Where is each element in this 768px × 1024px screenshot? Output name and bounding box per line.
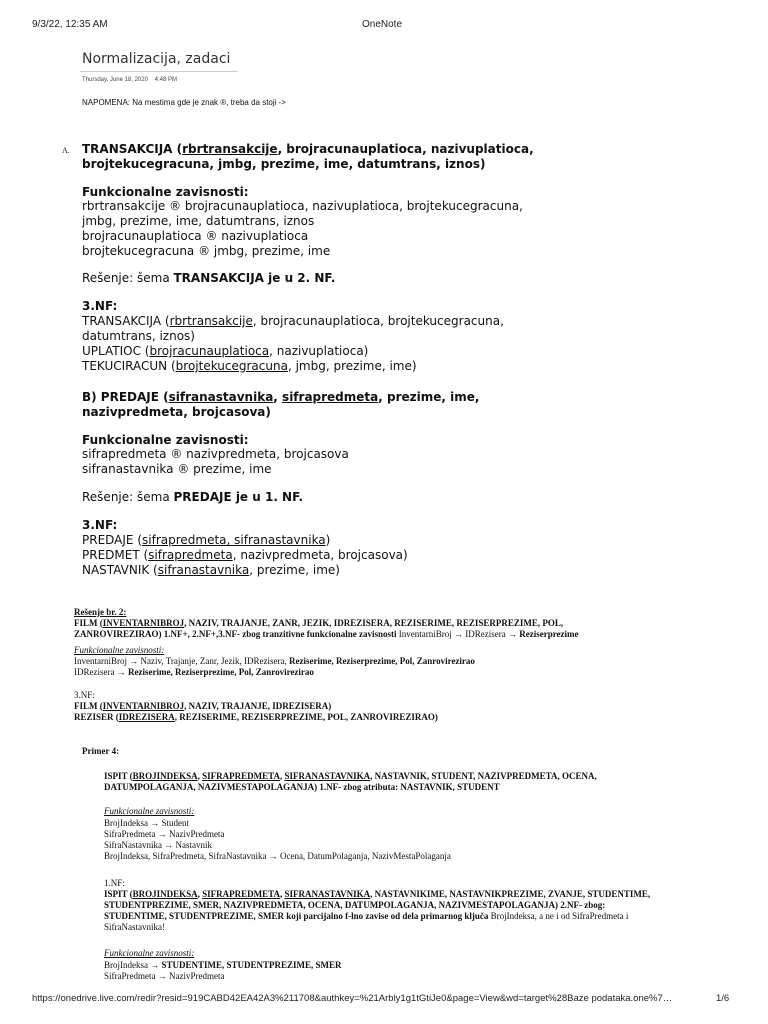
fz-lhs: InventarniBroj → Naziv, Trajanje, Zanr, Jezik, IDRezisera,: [74, 656, 289, 666]
relation-attrs: , nazivpredmeta, brojcasova): [232, 548, 408, 562]
primary-key: SIFRAPREDMETA: [202, 889, 280, 899]
section-a-fz-list: [82, 199, 523, 259]
fz-line: SifraPredmeta → NazivPredmeta: [104, 971, 225, 981]
relation-attrs: ): [325, 533, 331, 547]
section-b-nf-list: [82, 533, 408, 578]
relation-attrs: , REZISERIME, REZISERPREZIME, POL, ZANROVIREZIRAO): [174, 712, 438, 722]
primer4-title: Primer 4:: [82, 746, 120, 756]
title-underline: [80, 71, 238, 72]
fz-rhs: Reziserime, Reziserprezime, Pol, Zanrovirezirao: [127, 667, 314, 677]
section-a-marker: A.: [62, 146, 70, 155]
relation-attrs-line2: DATUMPOLAGANJA, NAZIVMESTAPOLAGANJA) 1.NF- zbog atributa: NASTAVNIK, STUDENT: [104, 782, 500, 792]
fz-line: jmbg, prezime, ime, datumtrans, iznos: [82, 214, 315, 228]
section-a-result: [82, 271, 335, 286]
print-timestamp: 9/3/22, 12:35 AM: [32, 19, 108, 30]
relation-name: REZISER (: [74, 712, 119, 722]
section-a-fz-title: Funkcionalne zavisnosti:: [82, 185, 249, 199]
heading-name: B) PREDAJE (: [82, 390, 169, 404]
primary-key: rbrtransakcije: [169, 314, 253, 328]
relation-name: UPLATIOC (: [82, 344, 150, 358]
relation-attrs: , NASTAVNIK, STUDENT, NAZIVPREDMETA, OCENA,: [370, 771, 597, 781]
heading-line2: nazivpredmeta, brojcasova): [82, 405, 271, 419]
page-number: 1/6: [716, 993, 730, 1004]
fz-line: brojtekucegracuna ® jmbg, prezime, ime: [82, 244, 331, 258]
app-name: OneNote: [362, 19, 403, 30]
page-time: 4:48 PM: [154, 77, 177, 83]
explanation-end: SifraNastavnika!: [104, 922, 165, 932]
solution2-nf-list: [74, 701, 438, 723]
fz-lhs: IDRezisera →: [74, 667, 128, 677]
primary-key: sifrapredmeta, sifranastavnika: [142, 533, 326, 547]
primer4-fz2-title: Funkcionalne zavisnosti:: [104, 948, 195, 958]
relation-name: NASTAVNIK (: [82, 563, 158, 577]
relation-name: PREDMET (: [82, 548, 149, 562]
solution2-fz-list: [74, 656, 475, 678]
solution2-title: Rešenje br. 2:: [74, 607, 127, 617]
relation-attrs: , NAZIV, TRAJANJE, IDREZISERA): [184, 701, 332, 711]
relation-attrs: , NAZIV, TRAJANJE, ZANR, JEZIK, IDREZISERA, REZISERIME, REZISERPREZIME, POL,: [184, 618, 564, 628]
section-b-heading: [82, 390, 479, 420]
relation-attrs-line2: STUDENTPREZIME, SMER, NAZIVPREDMETA, OCENA, DATUMPOLAGANJA, NAZIVMESTAPOLAGANJA) 2.NF- zbog:: [104, 900, 606, 910]
relation-attrs: ZANROVIREZIRAO) 1.NF+, 2.NF+,3.NF- zbog tranzitivne funkcionalne zavisnosti: [74, 629, 399, 639]
page-date: Thursday, June 18, 2020: [82, 77, 148, 83]
dependency-target: Reziserprezime: [519, 629, 579, 639]
relation-name: PREDAJE (: [82, 533, 143, 547]
heading-rest: , brojracunauplatioca, nazivuplatioca,: [277, 142, 534, 156]
primer4-fz-list: [104, 818, 451, 862]
explanation-bold: STUDENTIME, STUDENTPREZIME, SMER koji parcijalno f-lno zavise od dela primarnog ključa: [104, 911, 491, 921]
result-prefix: Rešenje: šema: [82, 490, 174, 504]
heading-rest: , prezime, ime,: [378, 390, 480, 404]
fz-line: SifraNastavnika → Nastavnik: [104, 840, 212, 850]
relation-attrs: , prezime, ime): [249, 563, 340, 577]
primer4-fz-title: Funkcionalne zavisnosti:: [104, 806, 195, 816]
relation-attrs: , nazivuplatioca): [269, 344, 369, 358]
relation-attrs: , NASTAVNIKIME, NASTAVNIKPREZIME, ZVANJE, STUDENTIME,: [370, 889, 651, 899]
footer-url[interactable]: https://onedrive.live.com/redir?resid=919CABD42EA42A3%211708&authkey=%21Arbly1g1tGtiJe0&page=View&wd=target%28Baze podataka.one%7…: [32, 993, 673, 1004]
fz-line: SifraPredmeta → NazivPredmeta: [104, 829, 225, 839]
primer4-nf-title: 1.NF:: [104, 878, 125, 888]
primer4-nf-body: ISPIT (BROJINDEKSA, SIFRAPREDMETA, SIFRANASTAVNIKA, NASTAVNIKIME, NASTAVNIKPREZIME, ZVANJE, STUDENTIME, STUDENTPREZIME, SMER, NAZIVPREDMETA, OCENA, DATUMPOLAGANJA, NAZIVMESTAPOLAGANJA) 2.NF- zbog: STUDENTIME, STUDENTPREZIME, SMER koji parcijalno f-lno zavise od dela primarnog ključa BrojIndeksa, a ne i od SifraPredmeta i SifraNastavnika!: [104, 889, 651, 932]
primer4-ispit: ISPIT (BROJINDEKSA, SIFRAPREDMETA, SIFRANASTAVNIKA, NASTAVNIK, STUDENT, NAZIVPREDMETA, OCENA, DATUMPOLAGANJA, NAZIVMESTAPOLAGANJA) 1.NF- zbog atributa: NASTAVNIK, STUDENT: [104, 771, 597, 792]
separator: ,: [273, 390, 283, 404]
relation-attrs: , brojracunauplatioca, brojtekucegracuna,: [252, 314, 504, 328]
primary-key: SIFRAPREDMETA: [202, 771, 280, 781]
primary-key: IDREZISERA: [118, 712, 175, 722]
section-b-fz-list: [82, 447, 349, 477]
primary-key: brojracunauplatioca: [149, 344, 270, 358]
primary-key: INVENTARNIBROJ: [102, 618, 185, 628]
primary-key: sifrapredmeta: [148, 548, 233, 562]
section-a-nf-title: 3.NF:: [82, 299, 118, 313]
section-b-nf-title: 3.NF:: [82, 518, 118, 532]
relation-attrs-line2: datumtrans, iznos): [82, 329, 195, 343]
primary-key: INVENTARNIBROJ: [102, 701, 185, 711]
result-bold: TRANSAKCIJA je u 2. NF.: [173, 271, 336, 285]
fz-line: BrojIndeksa, SifraPredmeta, SifraNastavnika → Ocena, DatumPolaganja, NazivMestaPolaganja: [104, 851, 451, 861]
fz-line: BrojIndeksa → Student: [104, 818, 189, 828]
primary-key: BROJINDEKSA: [132, 771, 198, 781]
relation-name: ISPIT (: [104, 771, 133, 781]
fz-line: sifranastavnika ® prezime, ime: [82, 462, 272, 476]
solution2-fz-title: Funkcionalne zavisnosti:: [74, 645, 165, 655]
heading-line2: brojtekucegracuna, jmbg, prezime, ime, datumtrans, iznos): [82, 157, 486, 171]
section-b-result: [82, 490, 303, 505]
section-a-nf-list: [82, 314, 504, 374]
relation-name: FILM (: [74, 618, 103, 628]
section-b-fz-title: Funkcionalne zavisnosti:: [82, 433, 249, 447]
relation-name: TRANSAKCIJA (: [82, 314, 170, 328]
primary-key: rbrtransakcije: [182, 142, 278, 156]
dependency-text: InventarniBroj → IDRezisera →: [398, 629, 520, 639]
fz-line: rbrtransakcije ® brojracunauplatioca, nazivuplatioca, brojtekucegracuna,: [82, 199, 523, 213]
primary-key: brojtekucegracuna: [175, 359, 288, 373]
solution2-film: [74, 618, 579, 640]
result-bold: PREDAJE je u 1. NF.: [173, 490, 304, 504]
solution2-nf-title: 3.NF:: [74, 690, 95, 700]
primary-key: sifranastavnika: [157, 563, 250, 577]
primer4-fz2-list: [104, 960, 342, 982]
result-prefix: Rešenje: šema: [82, 271, 174, 285]
explanation: BrojIndeksa, a ne i od SifraPredmeta i: [490, 911, 629, 921]
primary-key: sifranastavnika: [168, 390, 274, 404]
page-datetime: [82, 77, 177, 83]
primary-key: SIFRANASTAVNIKA: [284, 771, 371, 781]
relation-name: TEKUCIRACUN (: [82, 359, 176, 373]
primary-key: SIFRANASTAVNIKA: [284, 889, 371, 899]
relation-attrs: , jmbg, prezime, ime): [287, 359, 417, 373]
heading-name: TRANSAKCIJA (: [82, 142, 183, 156]
fz-line: sifrapredmeta ® nazivpredmeta, brojcasova: [82, 447, 349, 461]
relation-name: ISPIT (: [104, 889, 133, 899]
page-title: Normalizacija, zadaci: [82, 51, 231, 67]
page-note: NAPOMENA: Na mestima gde je znak ®, treba da stoji ->: [82, 98, 286, 107]
relation-name: FILM (: [74, 701, 103, 711]
fz-rhs: Reziserime, Reziserprezime, Pol, Zanrovirezirao: [289, 656, 475, 666]
fz-line: brojracunauplatioca ® nazivuplatioca: [82, 229, 309, 243]
primary-key: sifrapredmeta: [282, 390, 379, 404]
fz-rhs: STUDENTIME, STUDENTPREZIME, SMER: [161, 960, 342, 970]
fz-lhs: BrojIndeksa →: [104, 960, 162, 970]
primary-key: BROJINDEKSA: [132, 889, 198, 899]
section-a-heading: [82, 142, 534, 172]
